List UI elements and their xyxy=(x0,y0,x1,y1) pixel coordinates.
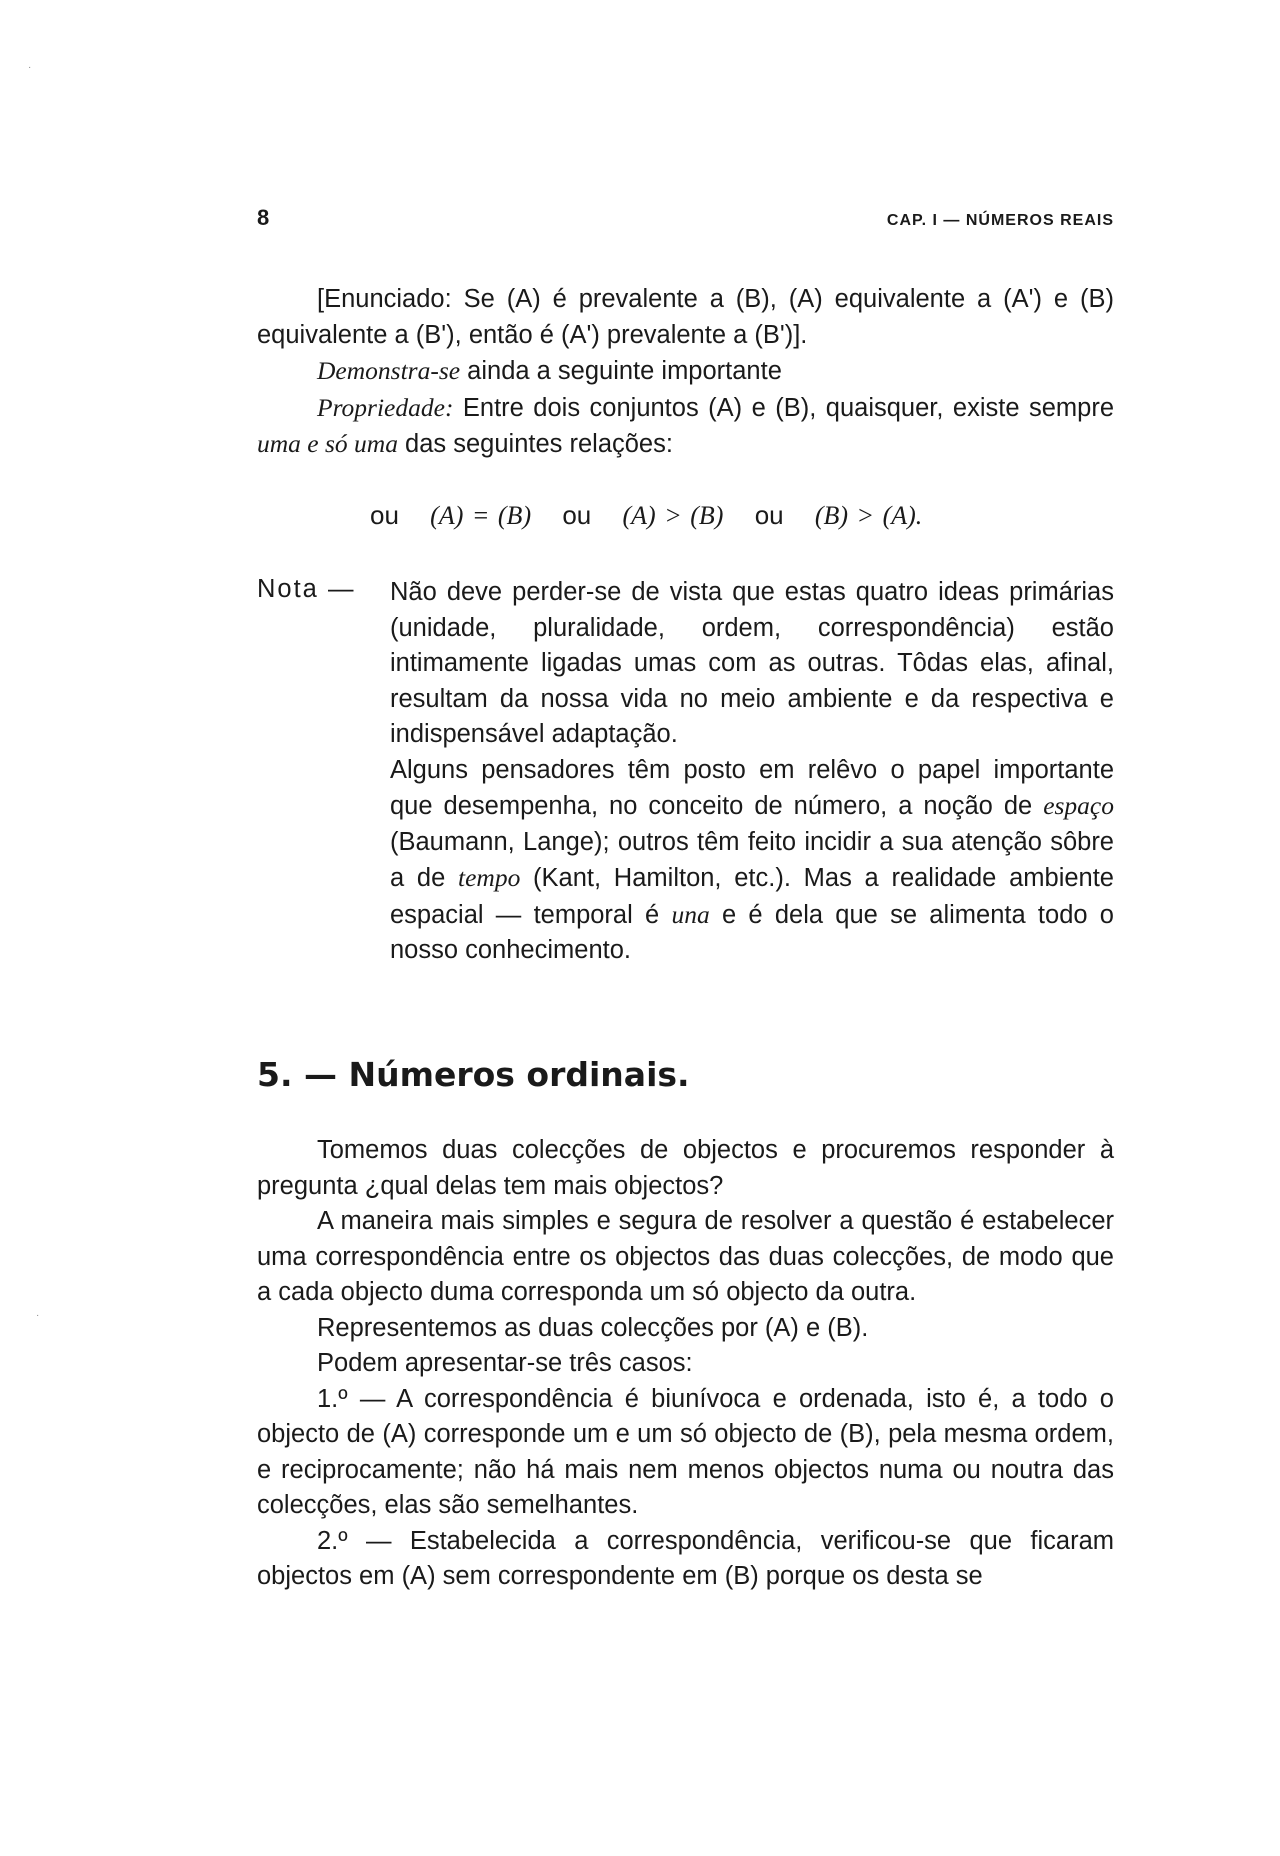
body-paragraph-1: Tomemos duas colecções de objectos e procuremos responder à pregunta ¿qual delas tem mais objectos? xyxy=(257,1136,1114,1200)
page-header xyxy=(257,205,1114,231)
propriedade-text-1: Entre dois conjuntos (A) e (B), quaisquer, existe sempre xyxy=(453,393,1114,422)
formula-relation-2: (A) > (B) xyxy=(622,501,724,530)
running-head: CAP. I — NÚMEROS REAIS xyxy=(886,212,1114,229)
demonstra-italic: Demonstra-se xyxy=(317,356,461,385)
propriedade-text-2: das seguintes relações: xyxy=(397,430,673,458)
nota-una-italic: una xyxy=(671,899,710,929)
formula-ou-3: ou xyxy=(754,500,784,530)
body-paragraph-4: Podem apresentar-se três casos: xyxy=(317,1349,693,1377)
nota-p2-part-c: (Kant, Hamilton, etc.). Mas a realidade ambiente espacial — temporal é xyxy=(390,864,1114,929)
formula-ou-2: ou xyxy=(562,500,592,530)
body-paragraph-3: Representemos as duas colecções por (A) e (B). xyxy=(317,1313,869,1342)
nota-espaco-italic: espaço xyxy=(1043,791,1114,820)
body-paragraph-6: 2.º — Estabelecida a correspondência, verificou-se que ficaram objectos em (A) sem correspondente em (B) porque os desta se xyxy=(257,1526,1114,1590)
nota-paragraph-2 xyxy=(390,753,1114,969)
body-paragraph-5: 1.º — A correspondência é biunívoca e ordenada, isto é, a todo o objecto de (A) corresponde um e um só objecto de (B), pela mesma ordem, e reciprocamente; não há mais nem menos objectos numa ou noutra das colecções, elas são semelhantes. xyxy=(257,1384,1114,1519)
page-number: 8 xyxy=(257,205,270,230)
enunciado-paragraph: [Enunciado: Se (A) é prevalente a (B), (A) equivalente a (A') e (B) equivalente a (B'), então é (A') prevalente a (B')]. xyxy=(257,285,1114,349)
nota-body xyxy=(390,575,1114,969)
nota-p2-part-b: (Baumann, Lange); outros têm feito incidir a sua atenção sôbre a de xyxy=(390,827,1114,892)
body-paragraph-2: A maneira mais simples e segura de resolver a questão é estabelecer uma correspondência entre os objectos das duas colecções, de modo que a cada objecto duma corresponda um só objecto da outra. xyxy=(257,1207,1114,1306)
body-text-block xyxy=(257,1133,1114,1595)
propriedade-italic-2: uma e só uma xyxy=(257,429,398,458)
nota-tempo-italic: tempo xyxy=(458,863,521,892)
demonstra-rest: ainda a seguinte importante xyxy=(460,357,782,385)
formula-relation-1: (A) = (B) xyxy=(430,501,532,530)
scan-speck: · xyxy=(28,62,32,73)
formula-ou-1: ou xyxy=(370,500,399,530)
nota-paragraph-1: Não deve perder-se de vista que estas quatro ideas primárias (unidade, pluralidade, ordem, correspondência) estão intimamente ligadas umas com as outras. Tôdas elas, afinal, resultam da nossa vida no meio ambiente e da respectiva e indispensável adaptação. xyxy=(390,578,1114,748)
formula-relation-3: (B) > (A). xyxy=(814,501,923,530)
scan-speck: · xyxy=(36,1310,40,1321)
top-text-block xyxy=(257,282,1114,463)
propriedade-paragraph xyxy=(257,390,1114,463)
nota-p2-part-a: Alguns pensadores têm posto em relêvo o papel importante que desempenha, no conceito de número, a noção de xyxy=(390,755,1114,820)
relations-formula xyxy=(370,500,922,531)
nota-p2-part-d: e é dela que se alimenta todo o nosso conhecimento. xyxy=(390,900,1114,964)
propriedade-italic: Propriedade: xyxy=(317,392,454,422)
demonstra-paragraph xyxy=(257,353,1114,390)
section-title: 5. — Números ordinais. xyxy=(257,1055,690,1094)
nota-label: Nota — xyxy=(257,575,356,603)
